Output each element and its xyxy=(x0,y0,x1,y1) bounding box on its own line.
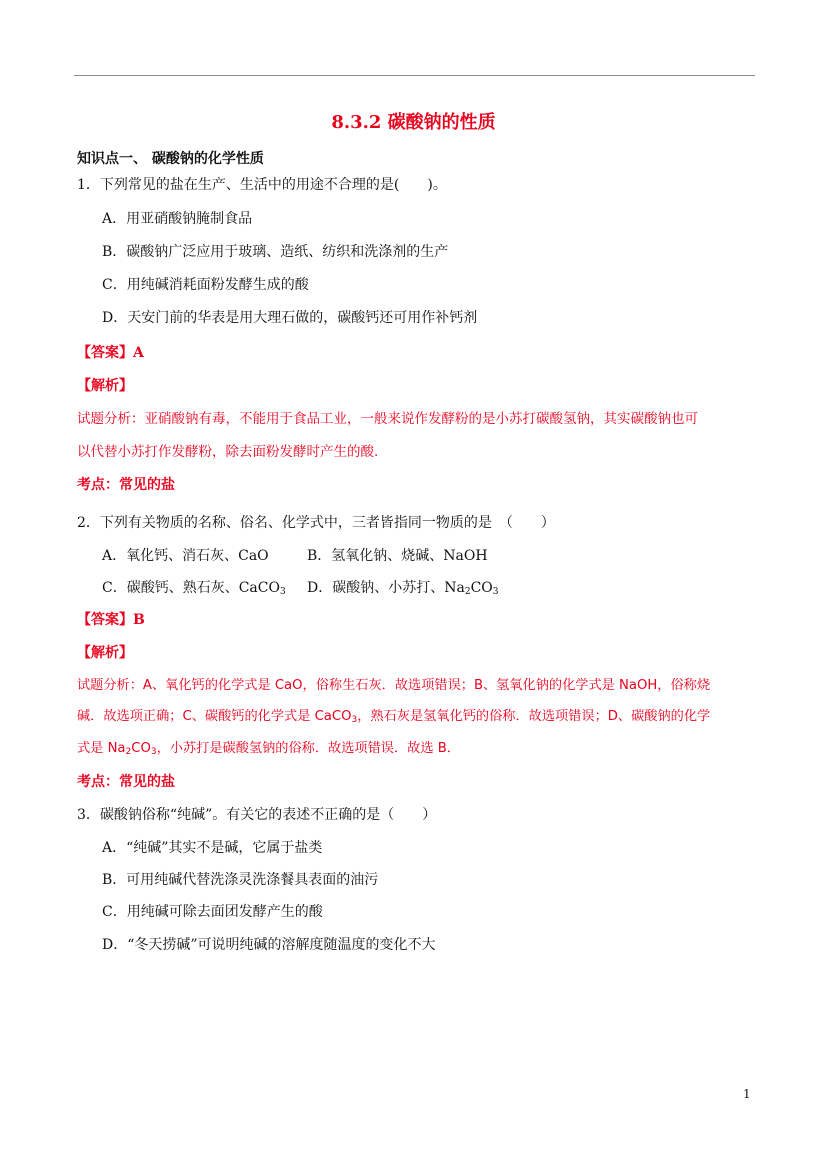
q2-option-b: B．氢氧化钠、烧碱、NaOH xyxy=(307,548,488,564)
page-title: 8.3.2 碳酸钠的性质 xyxy=(331,112,496,133)
q3-option-a: A．“纯碱”其实不是碱，它属于盐类 xyxy=(102,840,323,856)
header-rule xyxy=(74,75,755,76)
q1-option-b: B．碳酸钠广泛应用于玻璃、造纸、纺织和洗涤剂的生产 xyxy=(102,244,449,260)
q2-option-c: C．碳酸钙、熟石灰、CaCO$_3$ xyxy=(102,580,286,597)
q1-option-a: A．用亚硝酸钠腌制食品 xyxy=(102,211,253,227)
q1-analysis-line-1: 试题分析：亚硝酸钠有毒，不能用于食品工业，一般来说作发酵粉的是小苏打碳酸氢钠，其实碳酸钠也可 xyxy=(77,411,698,427)
q1-kaodian: 考点：常见的盐 xyxy=(77,477,175,493)
section-heading: 知识点一、 碳酸钠的化学性质 xyxy=(77,151,264,167)
q2-analysis-label: 【解析】 xyxy=(77,645,133,661)
q3-option-d: D．“冬天捞碱”可说明纯碱的溶解度随温度的变化不大 xyxy=(102,937,436,953)
q2-analysis-line-1: 试题分析：A、氧化钙的化学式是 CaO，俗称生石灰．故选项错误；B、氢氧化钠的化学式是 NaOH，俗称烧 xyxy=(77,678,711,693)
q1-option-d: D．天安门前的华表是用大理石做的，碳酸钙还可用作补钙剂 xyxy=(102,310,478,326)
q1-stem: 1．下列常见的盐在生产、生活中的用途不合理的是( )。 xyxy=(77,177,447,193)
page-number: 1 xyxy=(743,1087,751,1101)
q1-analysis-label: 【解析】 xyxy=(77,378,133,394)
q1-option-c: C．用纯碱消耗面粉发酵生成的酸 xyxy=(102,277,309,293)
q2-analysis-line-3: 式是 $Na_2CO_3$，小苏打是碳酸氢钠的俗称．故选项错误．故选 B． xyxy=(77,741,460,757)
q2-stem: 2．下列有关物质的名称、俗名、化学式中，三者皆指同一物质的是 （ ） xyxy=(77,515,555,531)
q1-answer: 【答案】A xyxy=(77,345,144,361)
q2-answer: 【答案】B xyxy=(77,612,145,628)
q2-kaodian: 考点：常见的盐 xyxy=(77,774,175,790)
q3-option-b: B．可用纯碱代替洗涤灵洗涤餐具表面的油污 xyxy=(102,872,379,888)
q3-stem: 3．碳酸钠俗称“纯碱”。有关它的表述不正确的是（ ） xyxy=(77,807,437,823)
q3-option-c: C．用纯碱可除去面团发酵产生的酸 xyxy=(102,904,323,920)
q2-option-a: A．氧化钙、消石灰、CaO xyxy=(102,548,269,564)
q1-analysis-line-2: 以代替小苏打作发酵粉，除去面粉发酵时产生的酸. xyxy=(77,444,379,460)
q2-analysis-line-2: 碱．故选项正确；C、碳酸钙的化学式是 CaCO$_3$，熟石灰是氢氧化钙的俗称．故选项错误；D、碳酸钠的化学 xyxy=(77,709,711,725)
q2-option-d: D．碳酸钠、小苏打、$Na_2CO_3$ xyxy=(307,580,499,597)
